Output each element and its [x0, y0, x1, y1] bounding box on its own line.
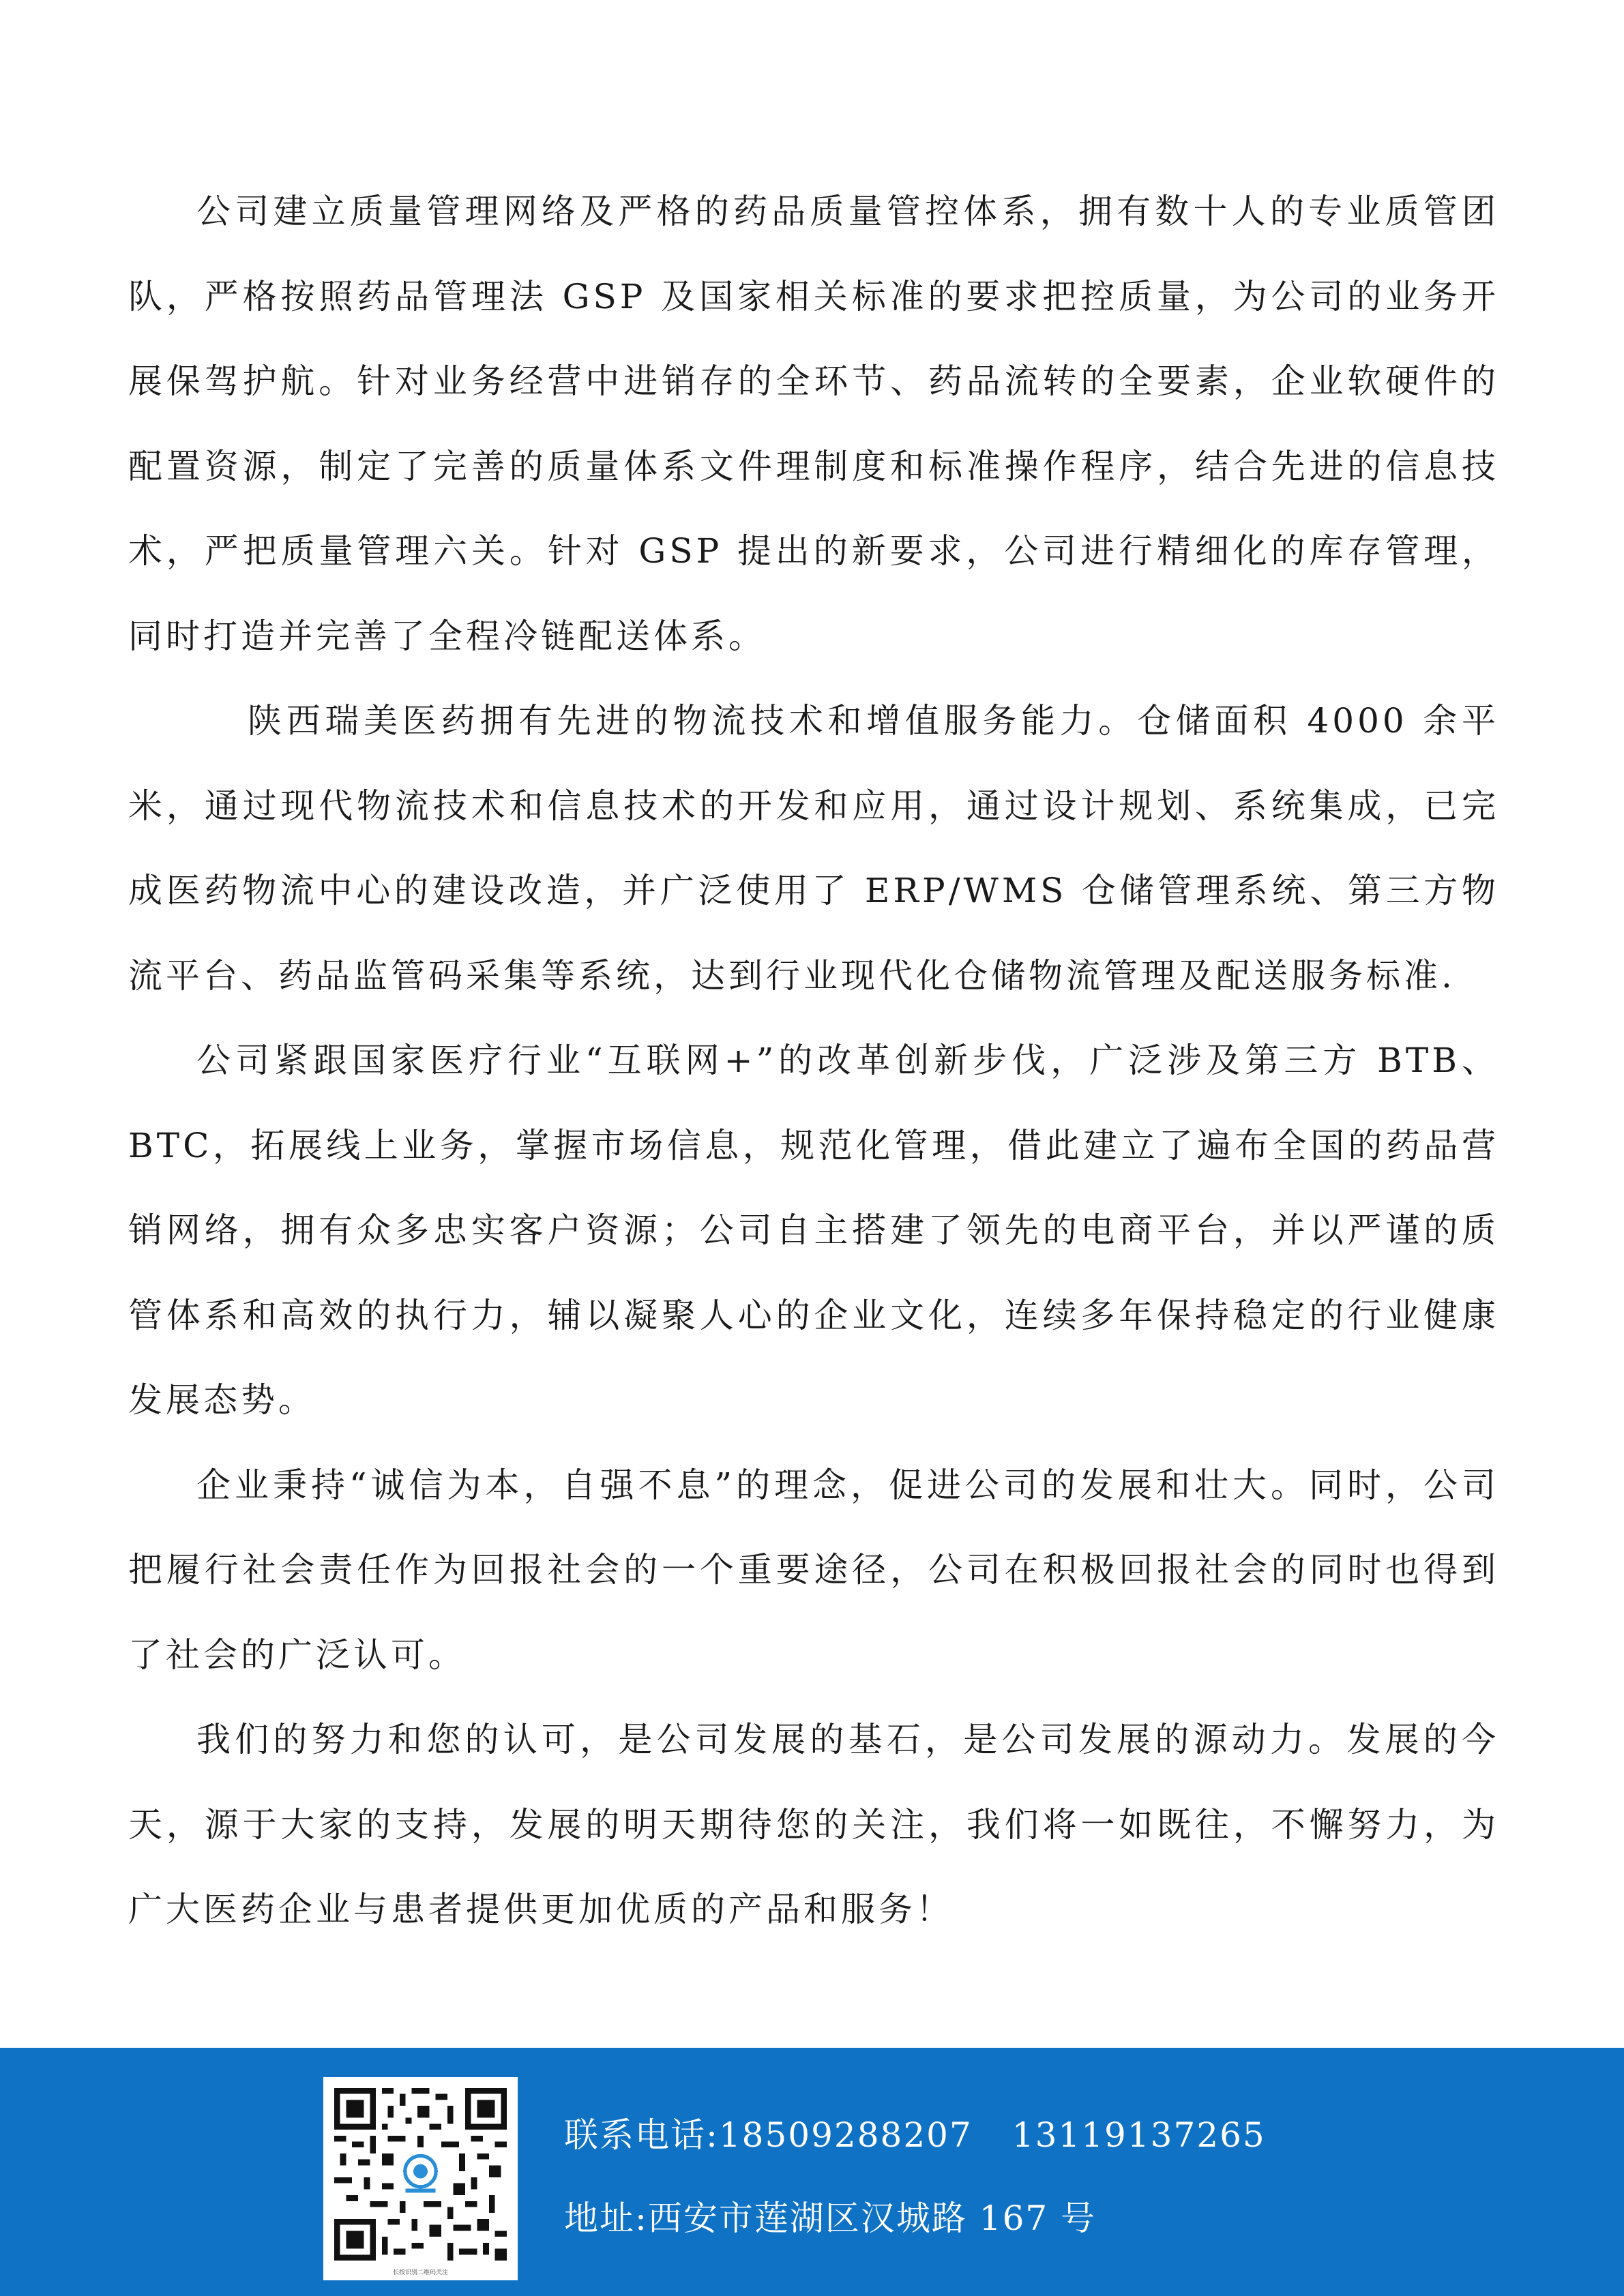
contact-phone	[564, 2108, 1266, 2157]
paragraph-closing: 我们的努力和您的认可，是公司发展的基石，是公司发展的源动力。发展的今天，源于大家的支持，发展的明天期待您的关注，我们将一如既往，不懈努力，为广大医药企业与患者提供更加优质的产品和服务！	[128, 1720, 1499, 1929]
contact-address	[564, 2191, 1096, 2240]
paragraph-philosophy: 企业秉持“诚信为本，自强不息”的理念，促进公司的发展和壮大。同时，公司把履行社会责任作为回报社会的一个重要途径，公司在积极回报社会的同时也得到了社会的广泛认可。	[128, 1465, 1499, 1675]
phone-number-2[interactable]: 13119137265	[1012, 2115, 1266, 2155]
paragraph-logistics: 陕西瑞美医药拥有先进的物流技术和增值服务能力。仓储面积 4000 余平米，通过现代物流技术和信息技术的开发和应用，通过设计规划、系统集成，已完成医药物流中心的建设改造，并广泛使用了 ERP/WMS 仓储管理系统、第三方物流平台、药品监管码采集等系统，达到行业现代化仓储物流管理及配送服务标准.	[128, 701, 1499, 996]
document-body	[128, 169, 1499, 1952]
paragraph-internet-plus: 公司紧跟国家医疗行业“互联网+”的改革创新步伐，广泛涉及第三方 BTB、BTC，拓展线上业务，掌握市场信息，规范化管理，借此建立了遍布全国的药品营销网络，拥有众多忠实客户资源；公司自主搭建了领先的电商平台，并以严谨的质管体系和高效的执行力，辅以凝聚人心的企业文化，连续多年保持稳定的行业健康发展态势。	[128, 1041, 1499, 1420]
qr-caption: 长按识别二维码关注	[392, 2269, 448, 2276]
address-label: 地址:	[564, 2198, 648, 2238]
qr-code-icon	[334, 2088, 507, 2261]
phone-number-1[interactable]: 18509288207	[718, 2115, 973, 2155]
qr-code-card[interactable]	[323, 2077, 518, 2280]
address-text: 西安市莲湖区汉城路 167 号	[647, 2198, 1097, 2238]
paragraph-quality-management: 公司建立质量管理网络及严格的药品质量管控体系，拥有数十人的专业质管团队，严格按照药品管理法 GSP 及国家相关标准的要求把控质量，为公司的业务开展保驾护航。针对业务经营中进销存的全环节、药品流转的全要素，企业软硬件的配置资源，制定了完善的质量体系文件理制度和标准操作程序，结合先进的信息技术，严把质量管理六关。针对 GSP 提出的新要求，公司进行精细化的库存管理，同时打造并完善了全程冷链配送体系。	[128, 192, 1499, 656]
phone-label: 联系电话:	[564, 2115, 719, 2155]
footer-contact-bar	[0, 2048, 1624, 2296]
